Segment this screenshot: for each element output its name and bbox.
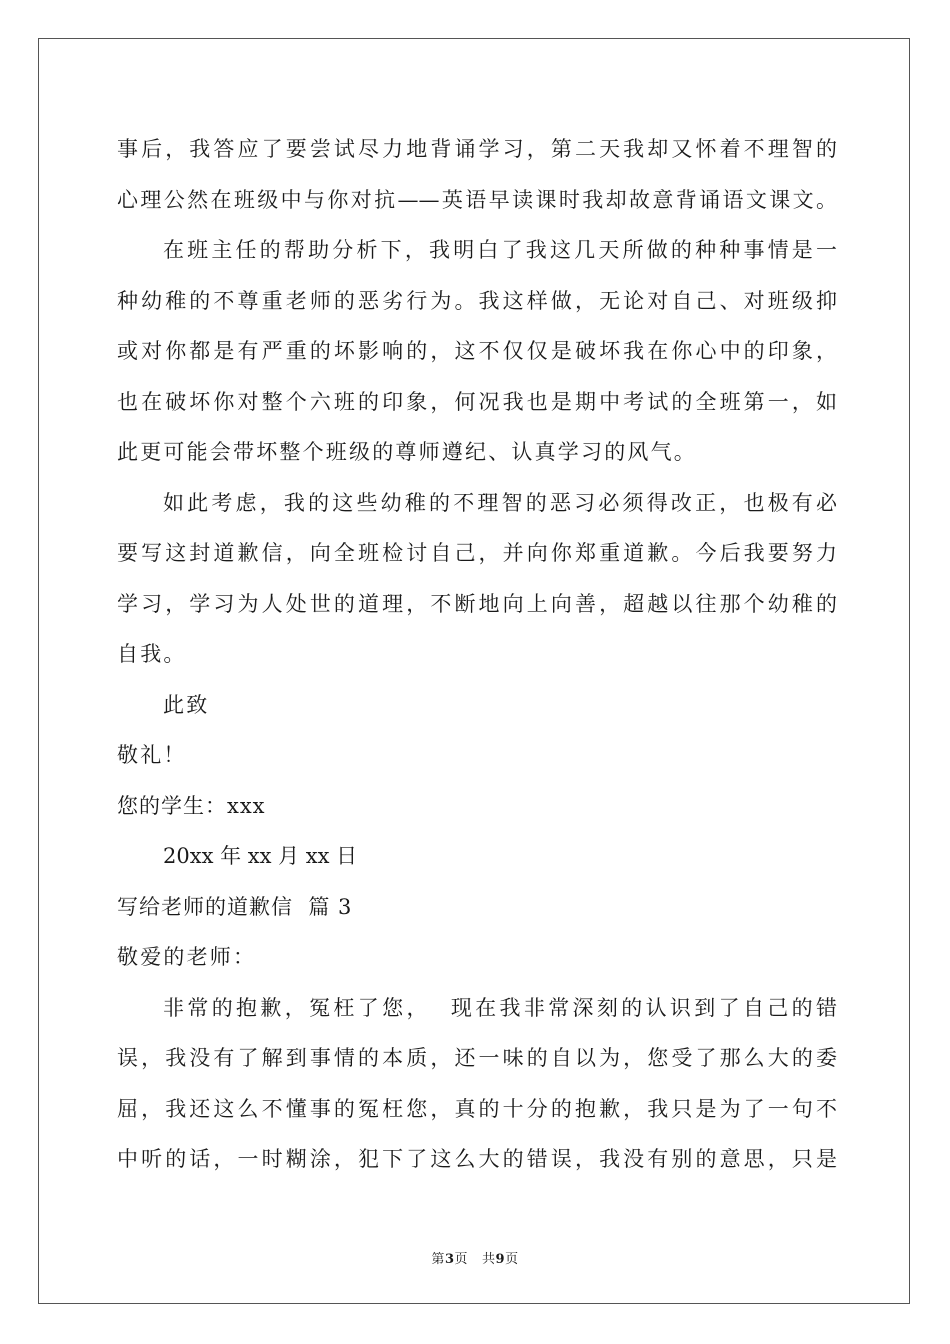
letter-greeting: 敬爱的老师：: [117, 945, 257, 969]
text-line: 误，我没有了解到事情的本质，还一味的自以为，您受了那么大的委: [117, 1046, 837, 1070]
text-line: 学习，学习为人处世的道理，不断地向上向善，超越以往那个幼稚的: [117, 591, 837, 616]
text-line: 事后，我答应了要尝试尽力地背诵学习，第二天我却又怀着不理智的: [117, 137, 837, 161]
text-line: 此更可能会带坏整个班级的尊师遵纪、认真学习的风气。: [117, 440, 697, 464]
closing-regards: 敬礼！: [117, 743, 187, 767]
text-line: 要写这封道歉信，向全班检讨自己，并向你郑重道歉。今后我要努力: [117, 541, 837, 565]
document-body: [117, 124, 837, 1185]
current-page-number: 3: [444, 1252, 455, 1267]
text-line: 如此考虑，我的这些幼稚的不理智的恶习必须得改正，也极有必: [163, 490, 837, 515]
text-line: 心理公然在班级中与你对抗——英语早读课时我却故意背诵语文课文。: [117, 187, 837, 212]
page-footer: [0, 1248, 950, 1267]
total-page-number: 9: [495, 1252, 506, 1267]
section-title: 写给老师的道歉信 篇 3: [117, 894, 353, 919]
total-suffix: 页: [505, 1252, 519, 1267]
text-line: 在班主任的帮助分析下，我明白了我这几天所做的种种事情是一: [163, 238, 837, 262]
text-line: 或对你都是有严重的坏影响的，这不仅仅是破坏我在你心中的印象，: [117, 339, 837, 363]
signature-line: 您的学生：xxx: [117, 793, 266, 818]
text-line: 屈，我还这么不懂事的冤枉您，真的十分的抱歉，我只是为了一句不: [117, 1096, 837, 1121]
text-line: 自我。: [117, 642, 187, 666]
page-prefix: 第: [431, 1252, 445, 1267]
page-suffix: 页: [454, 1252, 468, 1267]
text-line: 中听的话，一时糊涂，犯下了这么大的错误，我没有别的意思，只是: [117, 1147, 837, 1171]
text-line: 非常的抱歉，冤枉了您， 现在我非常深刻的认识到了自己的错: [163, 995, 837, 1020]
text-line: 种幼稚的不尊重老师的恶劣行为。我这样做，无论对自己、对班级抑: [117, 288, 837, 313]
date-line: 20xx 年 xx 月 xx 日: [163, 844, 358, 868]
text-line: 也在破坏你对整个六班的印象，何况我也是期中考试的全班第一，如: [117, 389, 837, 414]
total-prefix: 共: [482, 1252, 496, 1267]
closing-salutation: 此致: [163, 692, 210, 717]
